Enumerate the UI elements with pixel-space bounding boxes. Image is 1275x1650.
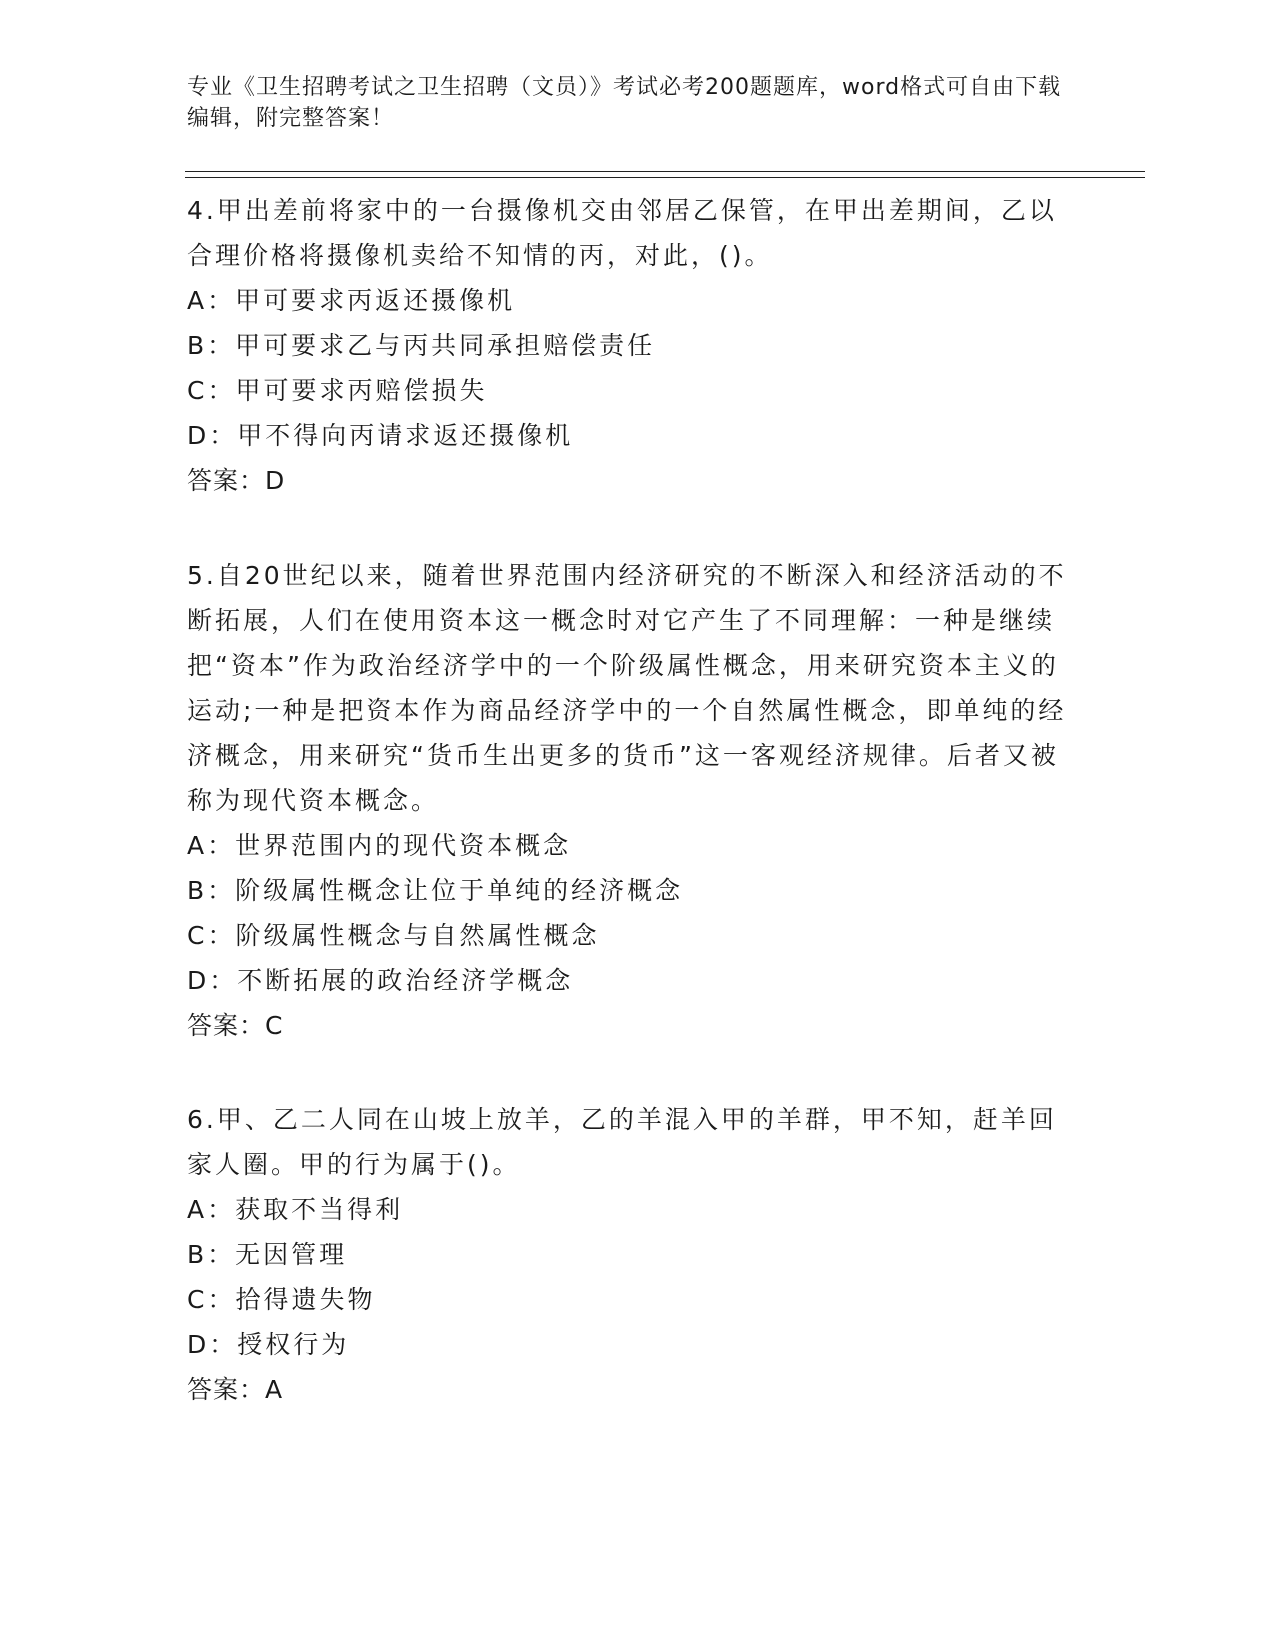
option-a: A：世界范围内的现代资本概念 xyxy=(187,831,572,860)
question-stem: 5.自20世纪以来，随着世界范围内经济研究的不断深入和经济活动的不断拓展，人们在使用资本这一概念时对它产生了不同理解：一种是继续把“资本”作为政治经济学中的一个阶级属性概念，用来研究资本主义的运动;一种是把资本作为商品经济学中的一个自然属性概念，即单纯的经济概念，用来研究“货币生出更多的货币”这一客观经济规律。后者又被称为现代资本概念。 xyxy=(187,561,1067,815)
answer-text: 答案：C xyxy=(187,1011,284,1040)
question-4 xyxy=(187,188,1067,503)
option-d: D：不断拓展的政治经济学概念 xyxy=(187,966,574,995)
option-b: B：甲可要求乙与丙共同承担赔偿责任 xyxy=(187,331,656,360)
header-divider-top xyxy=(185,171,1145,172)
option-d: D：甲不得向丙请求返还摄像机 xyxy=(187,421,574,450)
document-header: 专业《卫生招聘考试之卫生招聘（文员）》考试必考200题题库，word格式可自由下载编辑，附完整答案！ xyxy=(187,75,1062,131)
question-5 xyxy=(187,553,1067,1048)
option-b: B：阶级属性概念让位于单纯的经济概念 xyxy=(187,876,684,905)
question-stem: 6.甲、乙二人同在山坡上放羊，乙的羊混入甲的羊群，甲不知，赶羊回家人圈。甲的行为属于()。 xyxy=(187,1105,1057,1179)
question-stem: 4.甲出差前将家中的一台摄像机交由邻居乙保管，在甲出差期间，乙以合理价格将摄像机卖给不知情的丙，对此，()。 xyxy=(187,196,1057,270)
answer-text: 答案：D xyxy=(187,466,286,495)
option-a: A：获取不当得利 xyxy=(187,1195,404,1224)
option-b: B：无因管理 xyxy=(187,1240,348,1269)
option-c: C：拾得遗失物 xyxy=(187,1285,376,1314)
answer-text: 答案：A xyxy=(187,1375,284,1404)
option-a: A：甲可要求丙返还摄像机 xyxy=(187,286,516,315)
header-divider-bottom xyxy=(185,177,1145,178)
option-c: C：甲可要求丙赔偿损失 xyxy=(187,376,488,405)
option-c: C：阶级属性概念与自然属性概念 xyxy=(187,921,600,950)
question-6 xyxy=(187,1097,1067,1412)
option-d: D：授权行为 xyxy=(187,1330,350,1359)
